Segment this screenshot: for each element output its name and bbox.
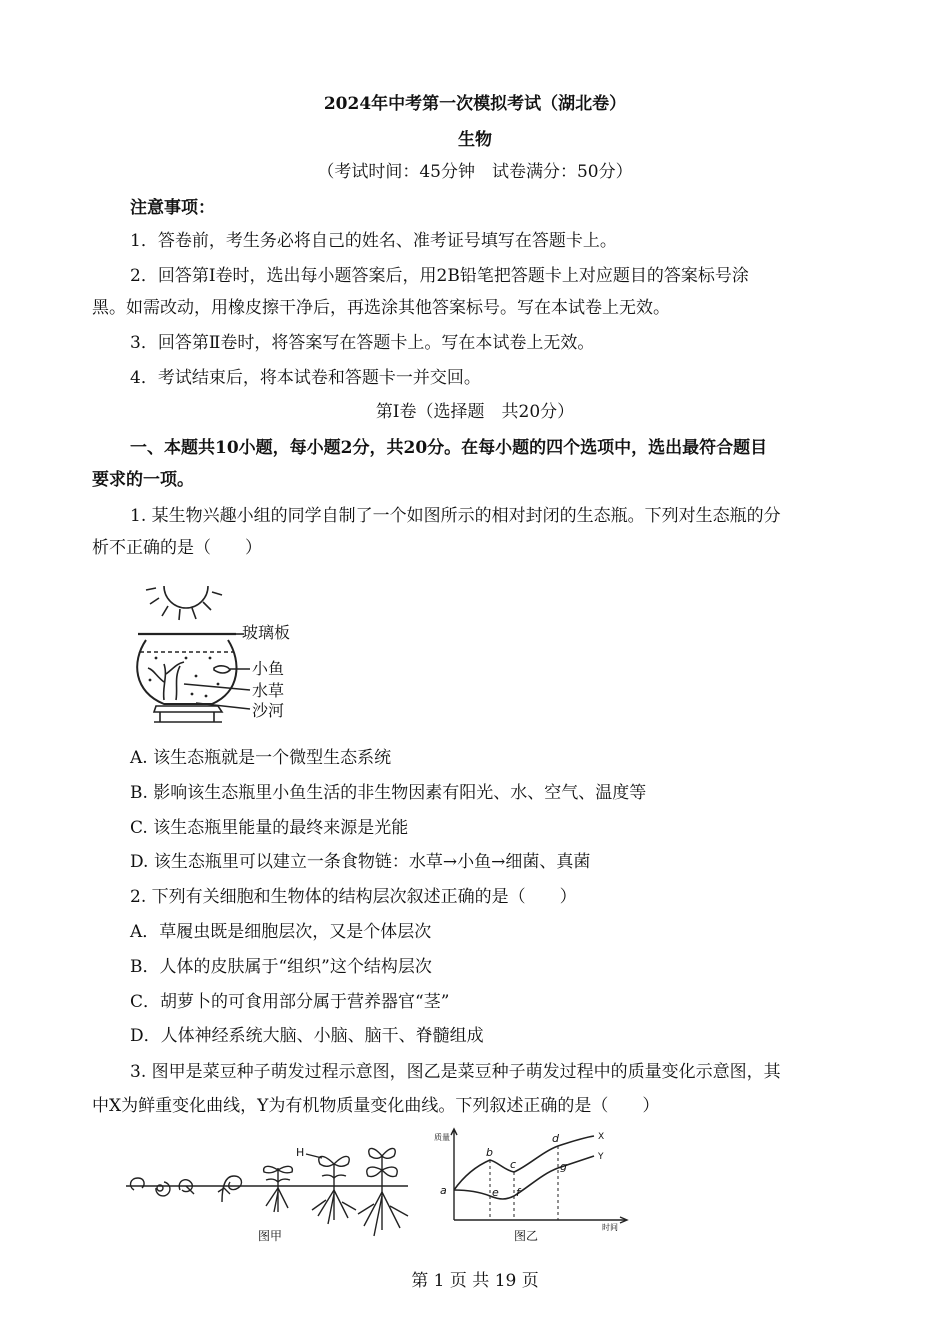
q1-stem-line2: 析不正确的是（ ） [92,538,262,558]
q2-stem: 2. 下列有关细胞和生物体的结构层次叙述正确的是（ ） [130,887,577,907]
notice-item-3: 3．回答第Ⅱ卷时，将答案写在答题卡上。写在本试卷上无效。 [130,333,595,353]
q2-option-a: A．草履虫既是细胞层次，又是个体层次 [130,922,432,942]
eco-bottle-figure [126,572,316,727]
caption-fig-a: 图甲 [258,1229,283,1243]
notice-item-2-line2: 黑。如需改动，用橡皮擦干净后，再选涂其他答案标号。写在本试卷上无效。 [92,298,670,318]
seed-germination-figure [126,1140,416,1244]
label-h: H [296,1146,305,1159]
q1-option-a: A. 该生态瓶就是一个微型生态系统 [130,748,392,768]
q2-option-d: D．人体神经系统大脑、小脑、脑干、脊髓组成 [130,1026,484,1046]
q1-option-d: D. 该生态瓶里可以建立一条食物链：水草→小鱼→细菌、真菌 [130,852,591,872]
q1-stem-line1: 1. 某生物兴趣小组的同学自制了一个如图所示的相对封闭的生态瓶。下列对生态瓶的分 [130,506,781,526]
part1-instruction-line1: 一、本题共10小题，每小题2分，共20分。在每小题的四个选项中，选出最符合题目 [130,438,768,458]
point-b: b [486,1146,493,1159]
page-footer: 第 1 页 共 19 页 [411,1271,539,1291]
point-g: g [560,1160,567,1173]
point-f: f [516,1186,520,1199]
q3-stem-line2: 中X为鲜重变化曲线，Y为有机物质量变化曲线。下列叙述正确的是（ ） [92,1096,660,1116]
exam-info: （考试时间：45分钟 试卷满分：50分） [317,162,633,182]
q2-option-b: B．人体的皮肤属于“组织”这个结构层次 [130,957,432,977]
point-c: c [510,1158,517,1171]
series-x-label: X [598,1132,605,1142]
label-water-grass: 水草 [252,681,285,700]
notice-item-2-line1: 2．回答第Ⅰ卷时，选出每小题答案后，用2B铅笔把答题卡上对应题目的答案标号涂 [130,266,749,286]
q1-option-c: C. 该生态瓶里能量的最终来源是光能 [130,818,409,838]
label-small-fish: 小鱼 [252,659,285,678]
point-e: e [492,1186,499,1199]
subject-title: 生物 [458,130,492,150]
notice-item-1: 1．答卷前，考生务必将自己的姓名、准考证号填写在答题卡上。 [130,231,617,251]
xlabel: 时间 [602,1223,618,1232]
notice-heading: 注意事项： [130,198,215,218]
q1-option-b: B. 影响该生态瓶里小鱼生活的非生物因素有阳光、水、空气、温度等 [130,783,647,803]
exam-title: 2024年中考第一次模拟考试（湖北卷） [323,94,627,114]
part1-instruction-line2: 要求的一项。 [92,470,194,490]
point-d: d [552,1132,559,1145]
mass-change-figure [434,1126,634,1244]
label-glass-plate: 玻璃板 [242,623,291,642]
ylabel: 质量 [434,1133,450,1142]
caption-fig-b: 图乙 [514,1229,539,1243]
series-y-label: Y [598,1152,604,1162]
point-a: a [440,1184,447,1197]
part1-title: 第Ⅰ卷（选择题 共20分） [375,402,575,422]
label-sand: 沙河 [252,701,285,720]
q2-option-c: C．胡萝卜的可食用部分属于营养器官“茎” [130,992,450,1012]
q3-stem-line1: 3. 图甲是菜豆种子萌发过程示意图，图乙是菜豆种子萌发过程中的质量变化示意图，其 [130,1062,781,1082]
notice-item-4: 4．考试结束后，将本试卷和答题卡一并交回。 [130,368,481,388]
